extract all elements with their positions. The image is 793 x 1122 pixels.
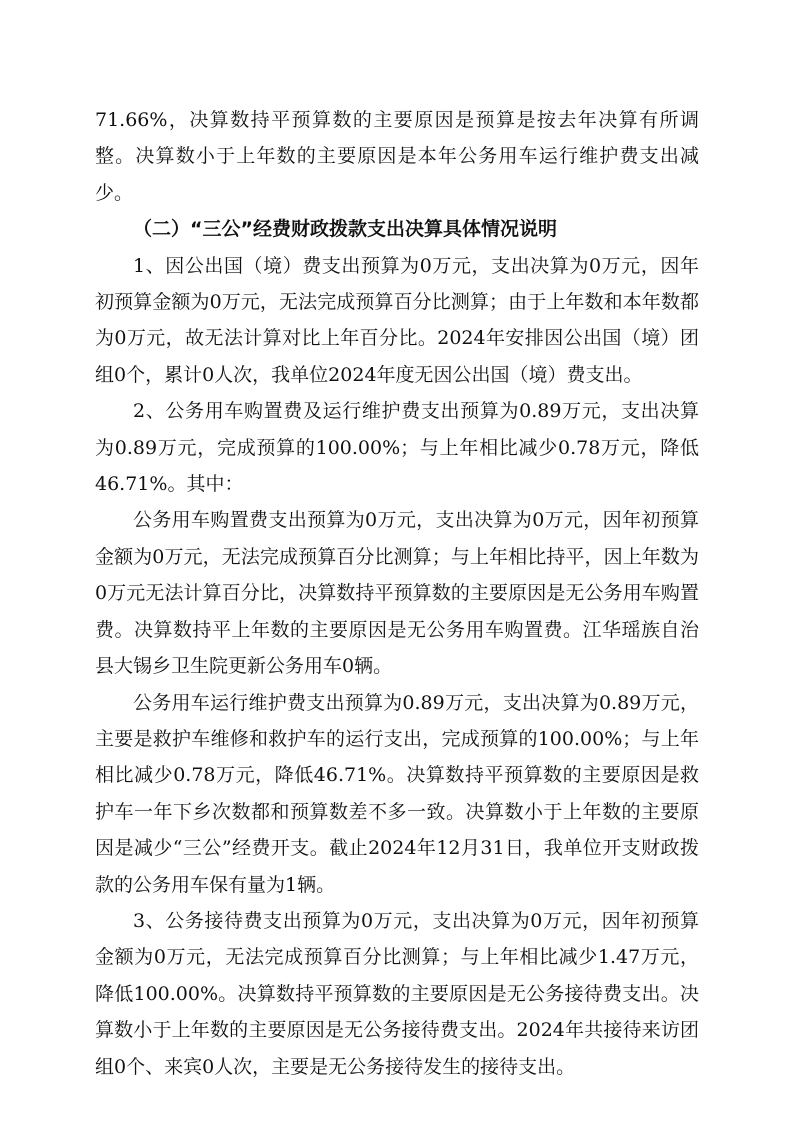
paragraph-vehicle-operation: 公务用车运行维护费支出预算为0.89万元，支出决算为0.89万元，主要是救护车维修和救护车的运行支出，完成预算的100.00%；与上年相比减少0.78万元，降低46.71%。决算数持平预算数的主要原因是救护车一年下乡次数都和预算数差不多一致。决算数小于上年数的主要原因是减少“三公”经费开支。截止2024年12月31日，我单位开支财政拨款的公务用车保有量为1辆。 xyxy=(95,691,699,896)
paragraph-vehicle-total: 2、公务用车购置费及运行维护费支出预算为0.89万元，支出决算为0.89万元，完成预算的100.00%；与上年相比减少0.78万元，降低46.71%。其中： xyxy=(95,400,699,496)
section-heading-three-public-expenses: （二）“三公”经费财政拨款支出决算具体情况说明 xyxy=(133,218,557,241)
paragraph-reception: 3、公务接待费支出预算为0万元，支出决算为0万元，因年初预算金额为0万元，无法完成预算百分比测算；与上年相比减少1.47万元，降低100.00%。决算数持平预算数的主要原因是无公务接待费支出。决算数小于上年数的主要原因是无公务接待费支出。2024年共接待来访团组0个、来宾0人次，主要是无公务接待发生的接待支出。 xyxy=(95,909,699,1078)
paragraph-vehicle-purchase: 公务用车购置费支出预算为0万元，支出决算为0万元，因年初预算金额为0万元，无法完成预算百分比测算；与上年相比持平，因上年数为0万元无法计算百分比，决算数持平预算数的主要原因是无公务用车购置费。决算数持平上年数的主要原因是无公务用车购置费。江华瑶族自治县大锡乡卫生院更新公务用车0辆。 xyxy=(95,509,699,678)
paragraph-continuation: 71.66%，决算数持平预算数的主要原因是预算是按去年决算有所调整。决算数小于上年数的主要原因是本年公务用车运行维护费支出减少。 xyxy=(95,109,699,204)
paragraph-overseas-travel: 1、因公出国（境）费支出预算为0万元，支出决算为0万元，因年初预算金额为0万元，无法完成预算百分比测算；由于上年数和本年数都为0万元，故无法计算对比上年百分比。2024年安排因公出国（境）团组0个，累计0人次，我单位2024年度无因公出国（境）费支出。 xyxy=(95,254,699,386)
document-body xyxy=(95,102,699,1085)
